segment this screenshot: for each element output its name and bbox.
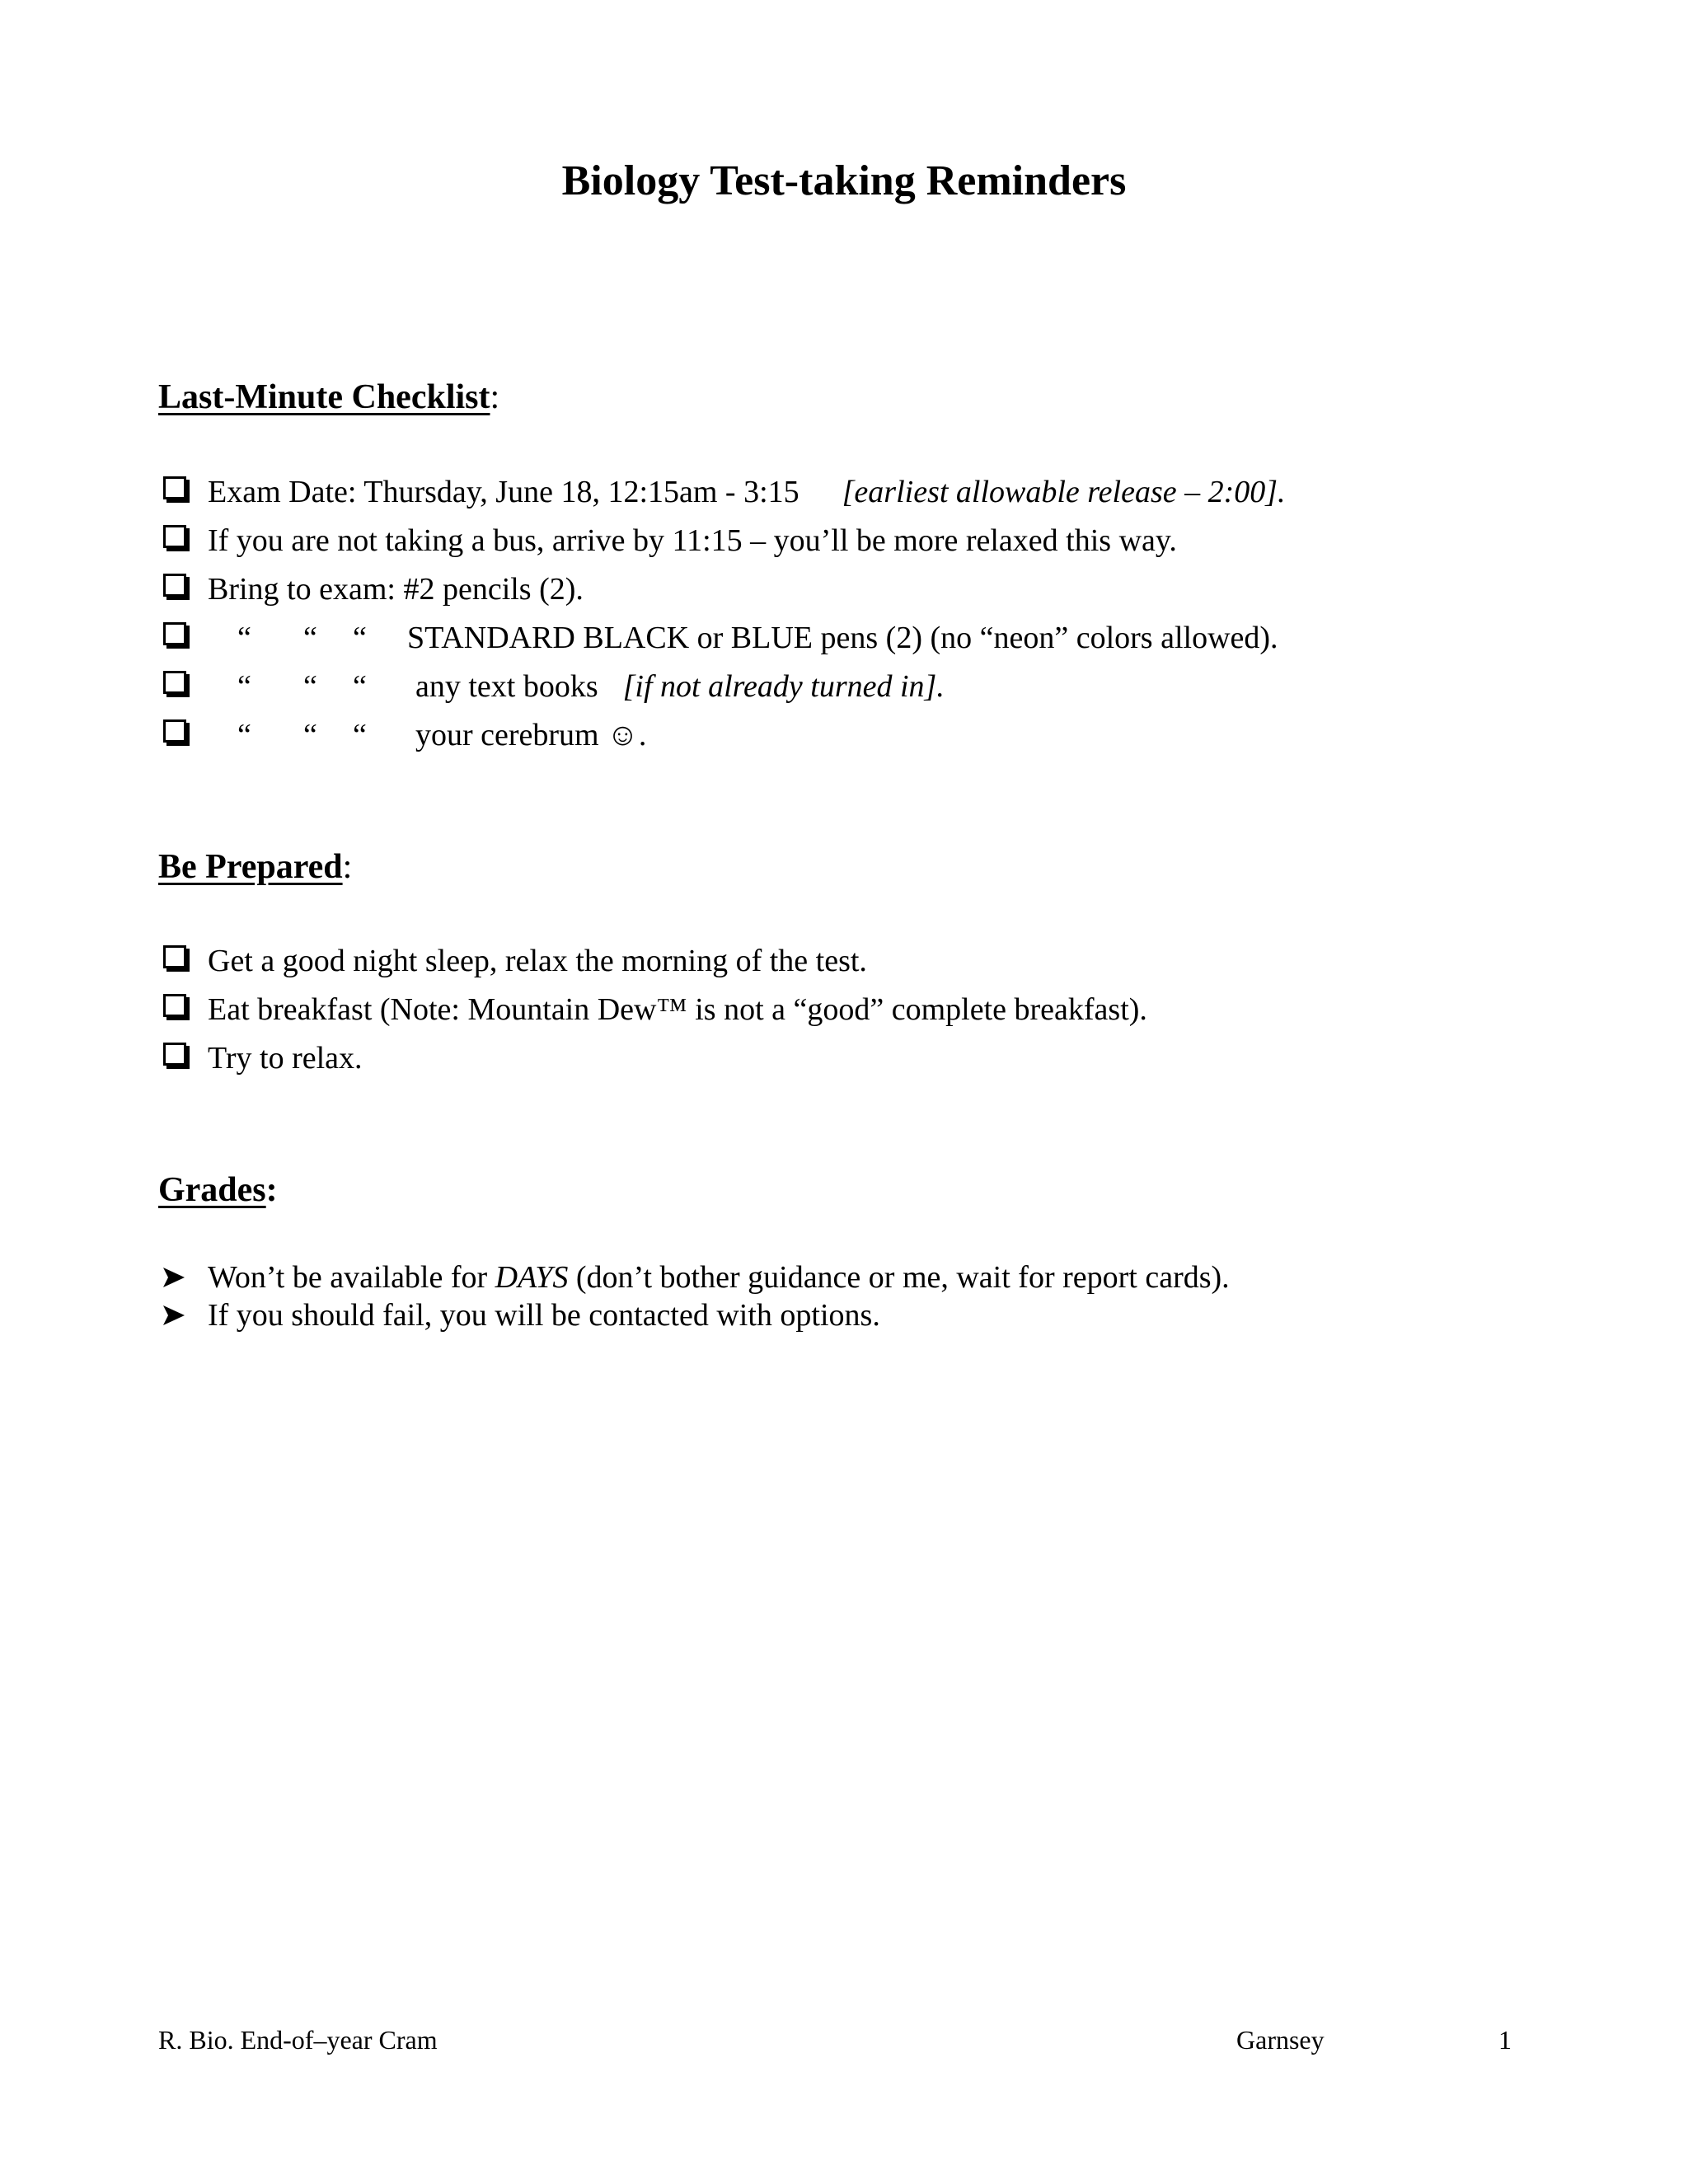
item-text-prefix: Won’t be available for: [208, 1260, 495, 1295]
checkbox-icon[interactable]: [163, 945, 186, 968]
page-title: Biology Test-taking Reminders: [561, 157, 1127, 204]
checkbox-icon[interactable]: [163, 476, 186, 499]
ditto-mark: “: [353, 621, 367, 655]
checklist-item-text: Bring to exam: #2 pencils (2).: [208, 572, 584, 607]
checklist-item-text: [415, 663, 945, 710]
grades-heading-colon: :: [265, 1171, 278, 1209]
checklist-item-text: STANDARD BLACK or BLUE pens (2) (no “neon” colors allowed).: [407, 621, 1278, 655]
checkbox-icon[interactable]: [163, 719, 186, 743]
ditto-mark: “: [303, 718, 317, 752]
ditto-mark: “: [237, 621, 251, 655]
checkbox-icon[interactable]: [163, 1043, 186, 1066]
checklist-item-text: If you are not taking a bus, arrive by 11:15 – you’ll be more relaxed this way.: [208, 523, 1177, 558]
checklist-heading: [158, 377, 499, 417]
item-text-emphasis: DAYS: [495, 1260, 569, 1295]
checklist-item-text: [208, 468, 1286, 516]
checkbox-icon[interactable]: [163, 671, 186, 694]
checkbox-icon[interactable]: [163, 622, 186, 645]
prepared-item-text: Try to relax.: [208, 1041, 363, 1076]
prepared-item-text: Get a good night sleep, relax the morning of the test.: [208, 944, 867, 978]
ditto-mark: “: [353, 718, 367, 752]
footer-course: R. Bio. End-of–year Cram: [158, 2025, 438, 2055]
checklist-heading-colon: :: [490, 378, 500, 416]
checkbox-icon[interactable]: [163, 525, 186, 548]
footer-author: Garnsey: [1236, 2025, 1325, 2055]
prepared-heading-colon: :: [342, 848, 353, 886]
ditto-mark: “: [303, 621, 317, 655]
checkbox-icon[interactable]: [163, 994, 186, 1017]
ditto-mark: “: [303, 669, 317, 704]
item-text: Exam Date: Thursday, June 18, 12:15am - 3:15: [208, 475, 799, 509]
grades-heading-text: Grades: [158, 1171, 266, 1209]
grades-heading: [158, 1170, 278, 1210]
arrow-bullet-icon: [160, 1291, 188, 1339]
item-text-suffix: (don’t bother guidance or me, wait for report cards).: [568, 1260, 1230, 1295]
release-note: [earliest allowable release – 2:00].: [842, 475, 1286, 509]
page-number: 1: [1498, 2025, 1512, 2055]
prepared-heading-text: Be Prepared: [158, 848, 343, 886]
ditto-mark: “: [237, 669, 251, 704]
checklist-item-text: your cerebrum ☺.: [415, 718, 647, 752]
ditto-mark: “: [237, 718, 251, 752]
prepared-heading: [158, 847, 352, 887]
checkbox-icon[interactable]: [163, 574, 186, 597]
checklist-heading-text: Last-Minute Checklist: [158, 378, 490, 416]
ditto-mark: “: [353, 669, 367, 704]
grades-item-text: If you should fail, you will be contacted with options.: [208, 1298, 880, 1333]
textbook-note: [if not already turned in].: [622, 669, 945, 704]
item-text: any text books: [415, 669, 598, 704]
prepared-item-text: Eat breakfast (Note: Mountain Dew™ is not a “good” complete breakfast).: [208, 992, 1147, 1027]
